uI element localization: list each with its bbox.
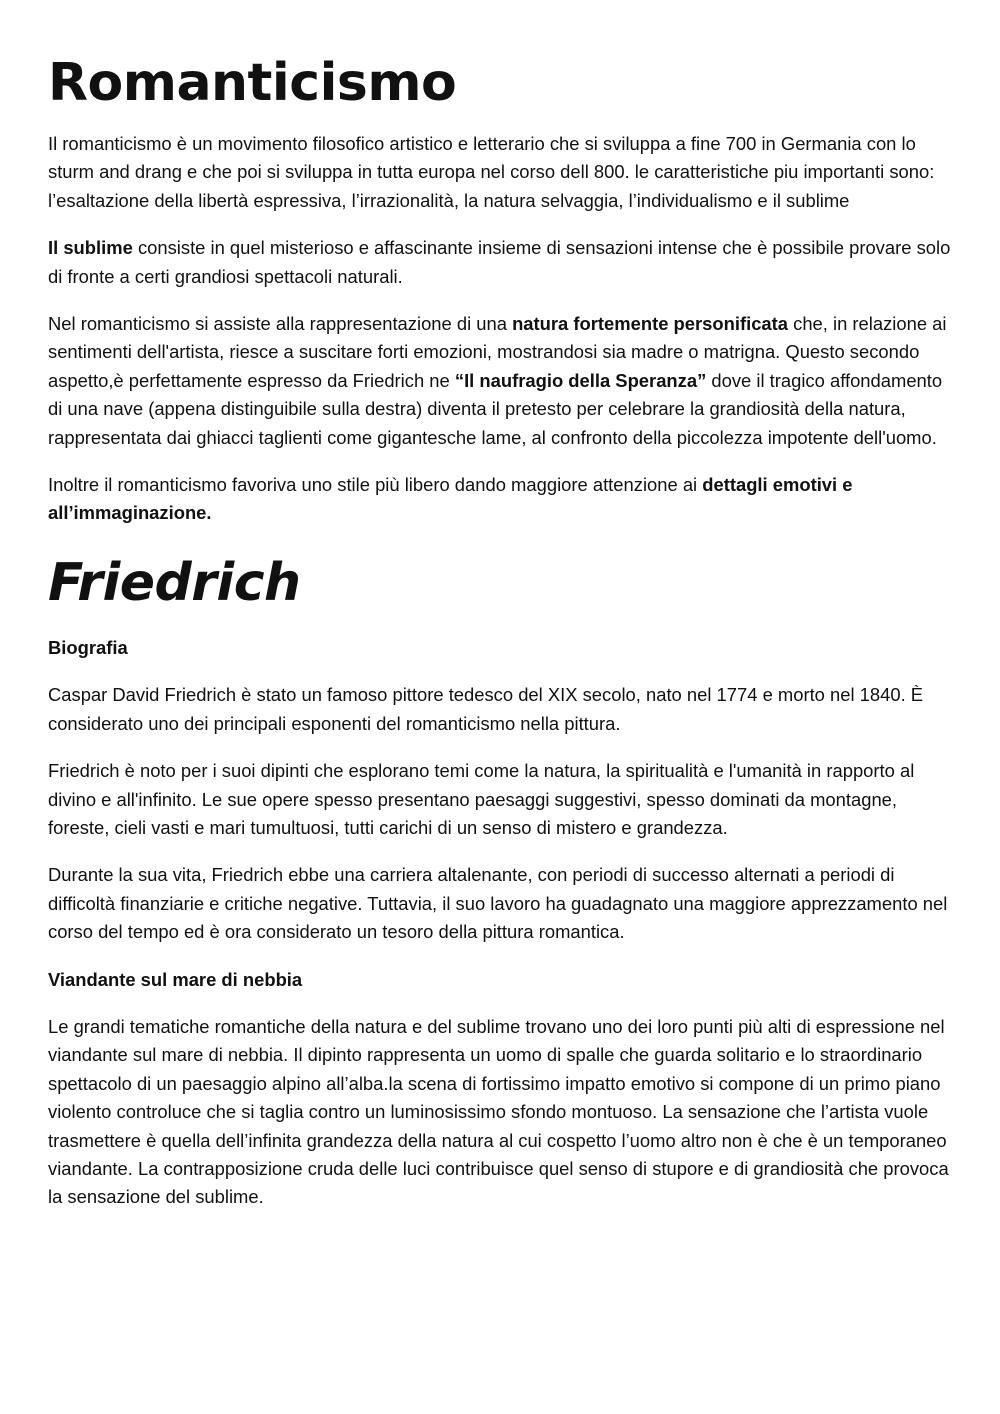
intro-paragraph: Il romanticismo è un movimento filosofico artistico e letterario che si sviluppa a fine 700 in Germania con lo sturm and drang e che poi si sviluppa in tutta europa nel corso dell 800. le caratteristiche piu importanti sono: l’esaltazione della libertà espressiva, l’irrazionalità, la natura selvaggia, l’individualismo e il sublime — [48, 133, 935, 211]
bio-paragraph-2: Friedrich è noto per i suoi dipinti che esplorano temi come la natura, la spiritualità e l'umanità in rapporto al divino e all'infinito. Le sue opere spesso presentano paesaggi suggestivi, spesso dominati da montagne, foreste, cieli vasti e mari tumultuosi, tutti carichi di un senso di mistero e grandezza. — [48, 760, 915, 838]
style-term: dettagli emotivi e all’immaginazione. — [48, 474, 853, 524]
heading-friedrich: Friedrich — [48, 552, 301, 613]
subheading-biografia: Biografia — [48, 636, 128, 658]
nature-paragraph — [48, 310, 960, 452]
document-page — [48, 48, 960, 1231]
viandante-paragraph: Le grandi tematiche romantiche della natura e del sublime trovano uno dei loro punti più alti di espressione nel viandante sul mare di nebbia. Il dipinto rappresenta un uomo di spalle che guarda solitario e lo straordinario spettacolo di un paesaggio alpino all’alba.la scena di fortissimo impatto emotivo si compone di un primo piano violento controluce che si taglia contro un luminosissimo sfondo montuoso. La sensazione che l’artista vuole trasmettere è quella dell’infinita grandezza della natura al cui cospetto l’uomo altro non è che è un temporaneo viandante. La contrapposizione cruda delle luci contribuisce quel senso di stupore e di grandiosità che provoca la sensazione del sublime. — [48, 1015, 949, 1208]
bio-paragraph-1: Caspar David Friedrich è stato un famoso pittore tedesco del XIX secolo, nato nel 1774 e morto nel 1840. È considerato uno dei principali esponenti del romanticismo nella pittura. — [48, 684, 924, 734]
nature-text-e: dove il tragico affondamento di una nave (appena distinguibile sulla destra) diventa il pretesto per celebrare la grandiosità della natura, rappresentata dai ghiacci taglienti come gigantesche lame, al confronto della piccolezza impotente dell'uomo. — [48, 369, 943, 448]
nature-text-a: Nel romanticismo si assiste alla rappresentazione di una — [48, 313, 513, 335]
subheading-viandante: Viandante sul mare di nebbia — [48, 968, 303, 990]
painting-title-naufragio: “Il naufragio della Speranza” — [454, 369, 707, 391]
sublime-term: Il sublime — [48, 237, 133, 259]
nature-text-c: che, in relazione ai sentimenti dell'artista, riesce a suscitare forti emozioni, mostrandosi sia madre o matrigna. Questo secondo aspetto,è perfettamente espresso da Friedrich ne — [48, 313, 947, 391]
bio-paragraph-3: Durante la sua vita, Friedrich ebbe una carriera altalenante, con periodi di successo alternati a periodi di difficoltà finanziarie e critiche negative. Tuttavia, il suo lavoro ha guadagnato una maggiore apprezzamento nel corso del tempo ed è ora considerato un tesoro della pittura romantica. — [48, 864, 948, 943]
style-paragraph — [48, 471, 960, 528]
heading-romanticismo: Romanticismo — [48, 53, 457, 113]
nature-term: natura fortemente personificata — [512, 313, 789, 335]
sublime-text: consiste in quel misterioso e affascinante insieme di sensazioni intense che è possibile provare solo di fronte a certi grandiosi spettacoli naturali. — [48, 237, 951, 287]
sublime-paragraph — [48, 234, 960, 291]
style-text: Inoltre il romanticismo favoriva uno stile più libero dando maggiore attenzione ai — [48, 474, 703, 496]
